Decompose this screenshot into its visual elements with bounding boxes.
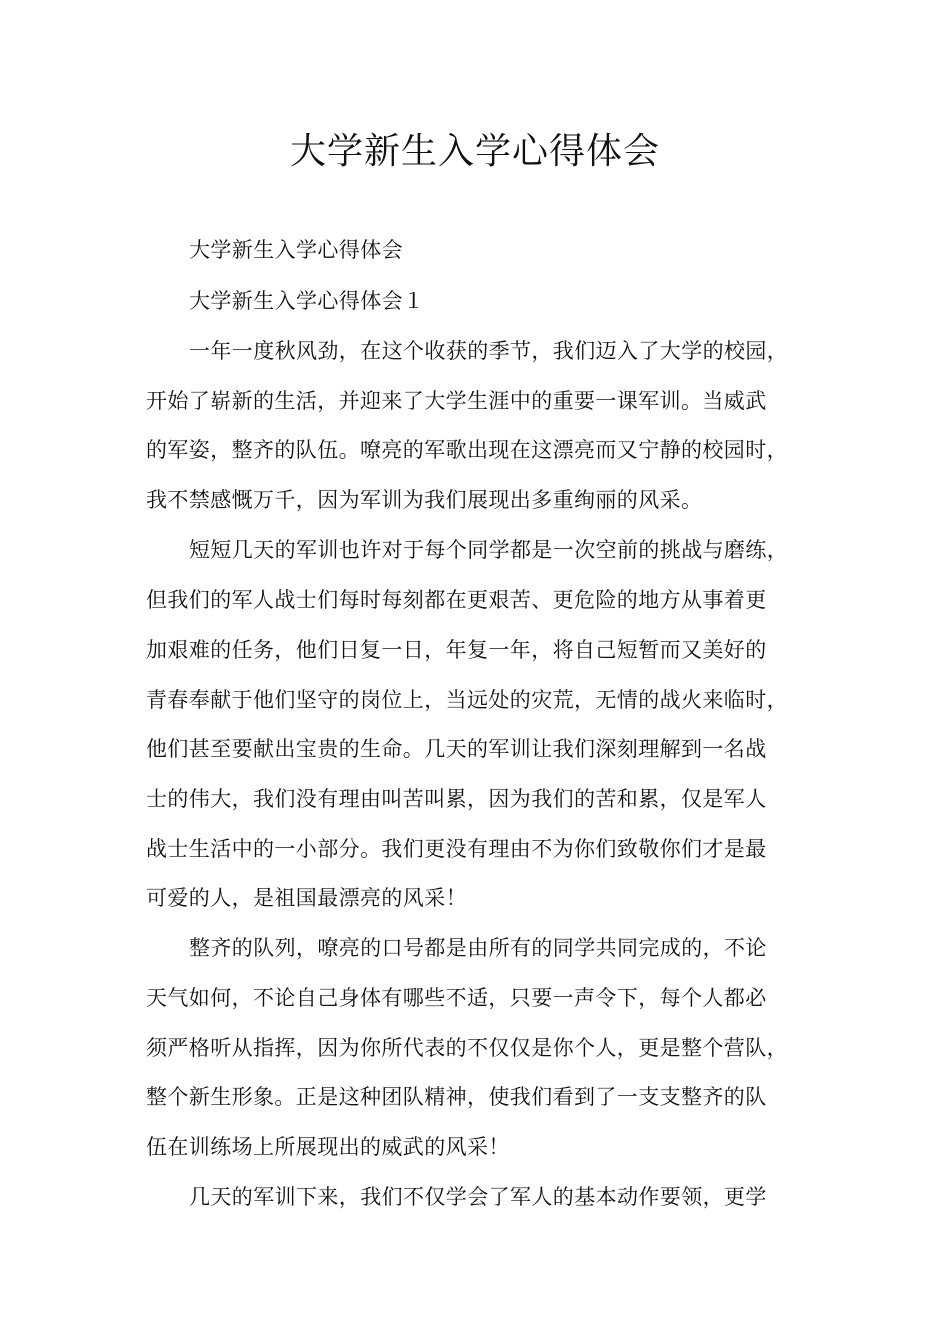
text-line: 整齐的队列，嘹亮的口号都是由所有的同学共同完成的，不论 [189, 936, 767, 960]
text-line: 青春奉献于他们坚守的岗位上，当远处的灾荒，无情的战火来临时， [146, 688, 788, 712]
text-line: 一年一度秋风劲，在这个收获的季节，我们迈入了大学的校园， [189, 339, 789, 363]
text-line: 的军姿，整齐的队伍。嘹亮的军歌出现在这漂亮而又宁静的校园时， [146, 438, 788, 462]
text-line: 开始了崭新的生活，并迎来了大学生涯中的重要一课军训。当威武 [146, 389, 767, 413]
text-line: 整个新生形象。正是这种团队精神，使我们看到了一支支整齐的队 [146, 1085, 767, 1109]
text-line: 战士生活中的一小部分。我们更没有理由不为你们致敬你们才是最 [146, 837, 767, 861]
document-subtitle: 大学新生入学心得体会 [189, 238, 403, 262]
text-line: 但我们的军人战士们每时每刻都在更艰苦、更危险的地方从事着更 [146, 588, 767, 612]
text-line: 天气如何，不论自己身体有哪些不适，只要一声令下，每个人都必 [146, 986, 767, 1010]
text-line: 伍在训练场上所展现出的威武的风采！ [146, 1135, 510, 1159]
text-line: 短短几天的军训也许对于每个同学都是一次空前的挑战与磨练， [189, 538, 789, 562]
text-line: 士的伟大，我们没有理由叫苦叫累，因为我们的苦和累，仅是军人 [146, 787, 767, 811]
text-line: 几天的军训下来，我们不仅学会了军人的基本动作要领，更学 [189, 1185, 767, 1209]
section-heading: 大学新生入学心得体会１ [189, 289, 425, 313]
text-line: 加艰难的任务，他们日复一日，年复一年，将自己短暂而又美好的 [146, 638, 767, 662]
document-title: 大学新生入学心得体会 [289, 131, 660, 172]
text-line: 他们甚至要献出宝贵的生命。几天的军训让我们深刻理解到一名战 [146, 737, 767, 761]
text-line: 须严格听从指挥，因为你所代表的不仅仅是你个人，更是整个营队， [146, 1036, 788, 1060]
text-line: 可爱的人，是祖国最漂亮的风采！ [146, 886, 467, 910]
text-line: 我不禁感慨万千，因为军训为我们展现出多重绚丽的风采。 [146, 488, 703, 512]
